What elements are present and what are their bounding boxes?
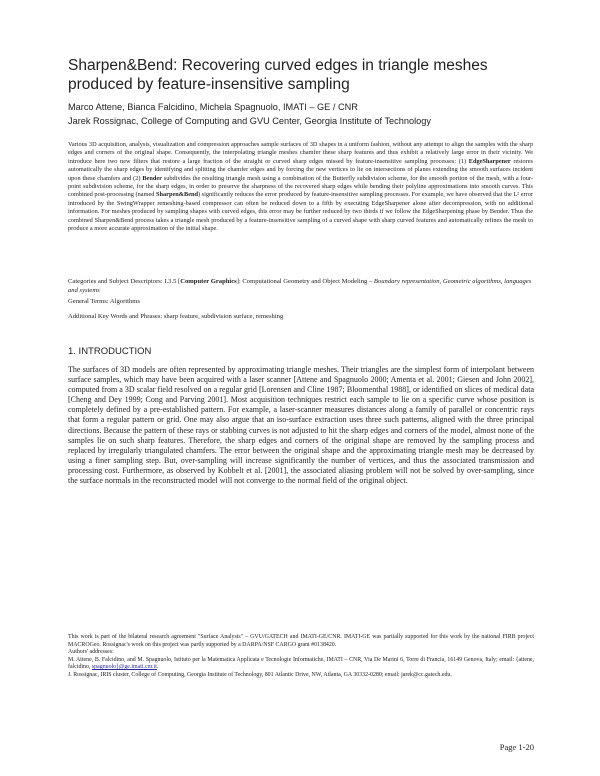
general-terms: General Terms: Algorithms (68, 298, 140, 305)
footnote-address-rossignac: J. Rossignac, IRIS cluster, College of Computing, Georgia Institute of Technology, 801 Atlantic Drive, NW, Atlanta, GA 30332-0280; email: jarek@cc.gatech.edu. (68, 671, 452, 678)
author-line-2: Jarek Rossignac, College of Computing and GVU Center, Georgia Institute of Technology (68, 116, 431, 126)
footnote-funding: This work is part of the bilateral research agreement "Surface Analysis" – GVU/GATECH and IMATI-GE/CNR. IMATI-GE was partially supported for this work by the national FIRB project MACROGeo. Rossignac's work on this project was partly supported by a DARPA/NSF CARGO grant #0138420. (68, 634, 534, 648)
author-line-1: Marco Attene, Bianca Falcidino, Michela Spagnuolo, IMATI – GE / CNR (68, 102, 358, 112)
categories-descriptors (68, 278, 533, 295)
footnote-email-link[interactable]: spagnuolo}@ge.imati.cnr.it (91, 664, 157, 670)
author-block (68, 100, 548, 128)
categories-bold: Computer Graphics (180, 278, 237, 285)
footnote-addresses-label: Authors' addresses: (68, 649, 114, 655)
categories-prefix: Categories and Subject Descriptors: I.3.5 [ (68, 278, 181, 285)
abstract-text-1: Various 3D acquisition, analysis, visualization and compression approaches sample surfaces of 3D shapes in a uniform fashion, without any attempt to align the samples with the sharp edges and corners of the original shape. Consequently, the interpolating triangle meshes chamfer these sharp features and thus exhibit a relatively large error in their vicinity. We introduce here two new filters that restore a large fraction of the straight or curved sharp edges missed by feature-insensitive sampling processes: (1) (68, 141, 533, 165)
categories-middle: ]: Computational Geometry and Object Modeling – (236, 278, 374, 285)
keywords: Additional Key Words and Phrases: sharp feature, subdivision surface, remeshing (68, 313, 284, 320)
abstract-term-edgesharpener: EdgeSharpener (468, 157, 511, 165)
categories-italic: Boundary representation, Geometric algorithms, languages and systems (68, 278, 532, 294)
abstract-term-sharpen-bend: Sharpen&Bend (156, 191, 198, 199)
footnote-address-text: M. Attene, B. Falcidino, and M. Spagnuolo, Istituto per la Matematica Applicata e Tecnologie Informatiche, IMATI – CNR, Via De Marini 6, Torre di Francia, 16149 Genova, Italy; email: {attene, falcidino, (68, 656, 534, 670)
introduction-body: The surfaces of 3D models are often represented by approximating triangle meshes. Their triangles are the simplest form of interpolant between surface samples, which may have been acquired with a laser scanner [Attene and Spagnuolo 2000; Amenta et al. 2001; Giesen and John 2002], computed from a 3D scalar field resolved on a regular grid [Lorensen and Cline 1987; Bloomenthal 1988], or identified on slices of medical data [Cheng and Dey 1999; Cong and Parving 2001]. Most acquisition techniques restrict each sample to lie on a specific curve whose position is completely defined by a pre-established pattern. For example, a laser-scanner measures distances along a family of parallel or concentric rays that form a regular pattern or grid. One may also argue that an iso-surface extraction uses three such patterns, aligned with the three principal directions. Because the pattern of these rays or stabbing curves is not adjusted to hit the sharp edges and corners of the model, almost none of the samples lie on such sharp features. Therefore, the sharp edges and corners of the original shape are removed by the sampling process and replaced by irregularly triangulated chamfers. The error between the original shape and the approximating triangle mesh may be decreased by using a finer sampling step. But, over-sampling will increase significantly the number of vertices, and thus the associated transmission and processing cost. Furthermore, as observed by Kobbelt et al. [2001], the associated aliasing problem will not be solved by over-sampling, since the surface normals in the reconstructed model will not converge to the normal field of the original object. (68, 365, 534, 486)
abstract-text-2: restores automatically the sharp edges by identifying and splitting the chamfer edges and by forcing the new vertices to lie on intersections of planes extending the smooth surfaces incident upon these chamfers and (2) (68, 157, 533, 182)
footnote (68, 634, 534, 679)
paper-title: Sharpen&Bend: Recovering curved edges in triangle meshes produced by feature-insensitive sampling (68, 57, 488, 93)
footnote-address-attene (68, 657, 534, 672)
abstract (68, 141, 533, 233)
footnote-address-end: . (156, 664, 159, 670)
abstract-term-bender: Bender (142, 174, 162, 182)
section-heading: 1. INTRODUCTION (68, 346, 152, 357)
abstract-text-3: subdivides the resulting triangle mesh using a combination of the Butterfly subdivision scheme, for the smooth portion of the mesh, with a four-point subdivision scheme, for the sharp edges, in order to preserve the sharpness of the recovered sharp edges while bending their polyline approximations into smooth curves. This combined post-processing (named (68, 174, 533, 199)
page-number: Page 1-20 (499, 742, 534, 752)
abstract-text-4: ) significantly reduces the error produced by feature-insensitive sampling processes. For example, we have observed that the L² error introduced by the SwingWrapper remeshing-based compressor can often be reduced down to a fifth by executing EdgeSharpener alone after decompression, with no additional information. For meshes produced by sampling shapes with curved edges, this error may be further reduced by two thirds if we follow the EdgeSharpening phase by Bender. Thus the combined Sharpen&Bend process takes a triangle mesh produced by a feature-insensitive sampling of a curved shape with sharp curved features and automatically refines the mesh to produce a more accurate approximation of the initial shape. (68, 191, 533, 233)
